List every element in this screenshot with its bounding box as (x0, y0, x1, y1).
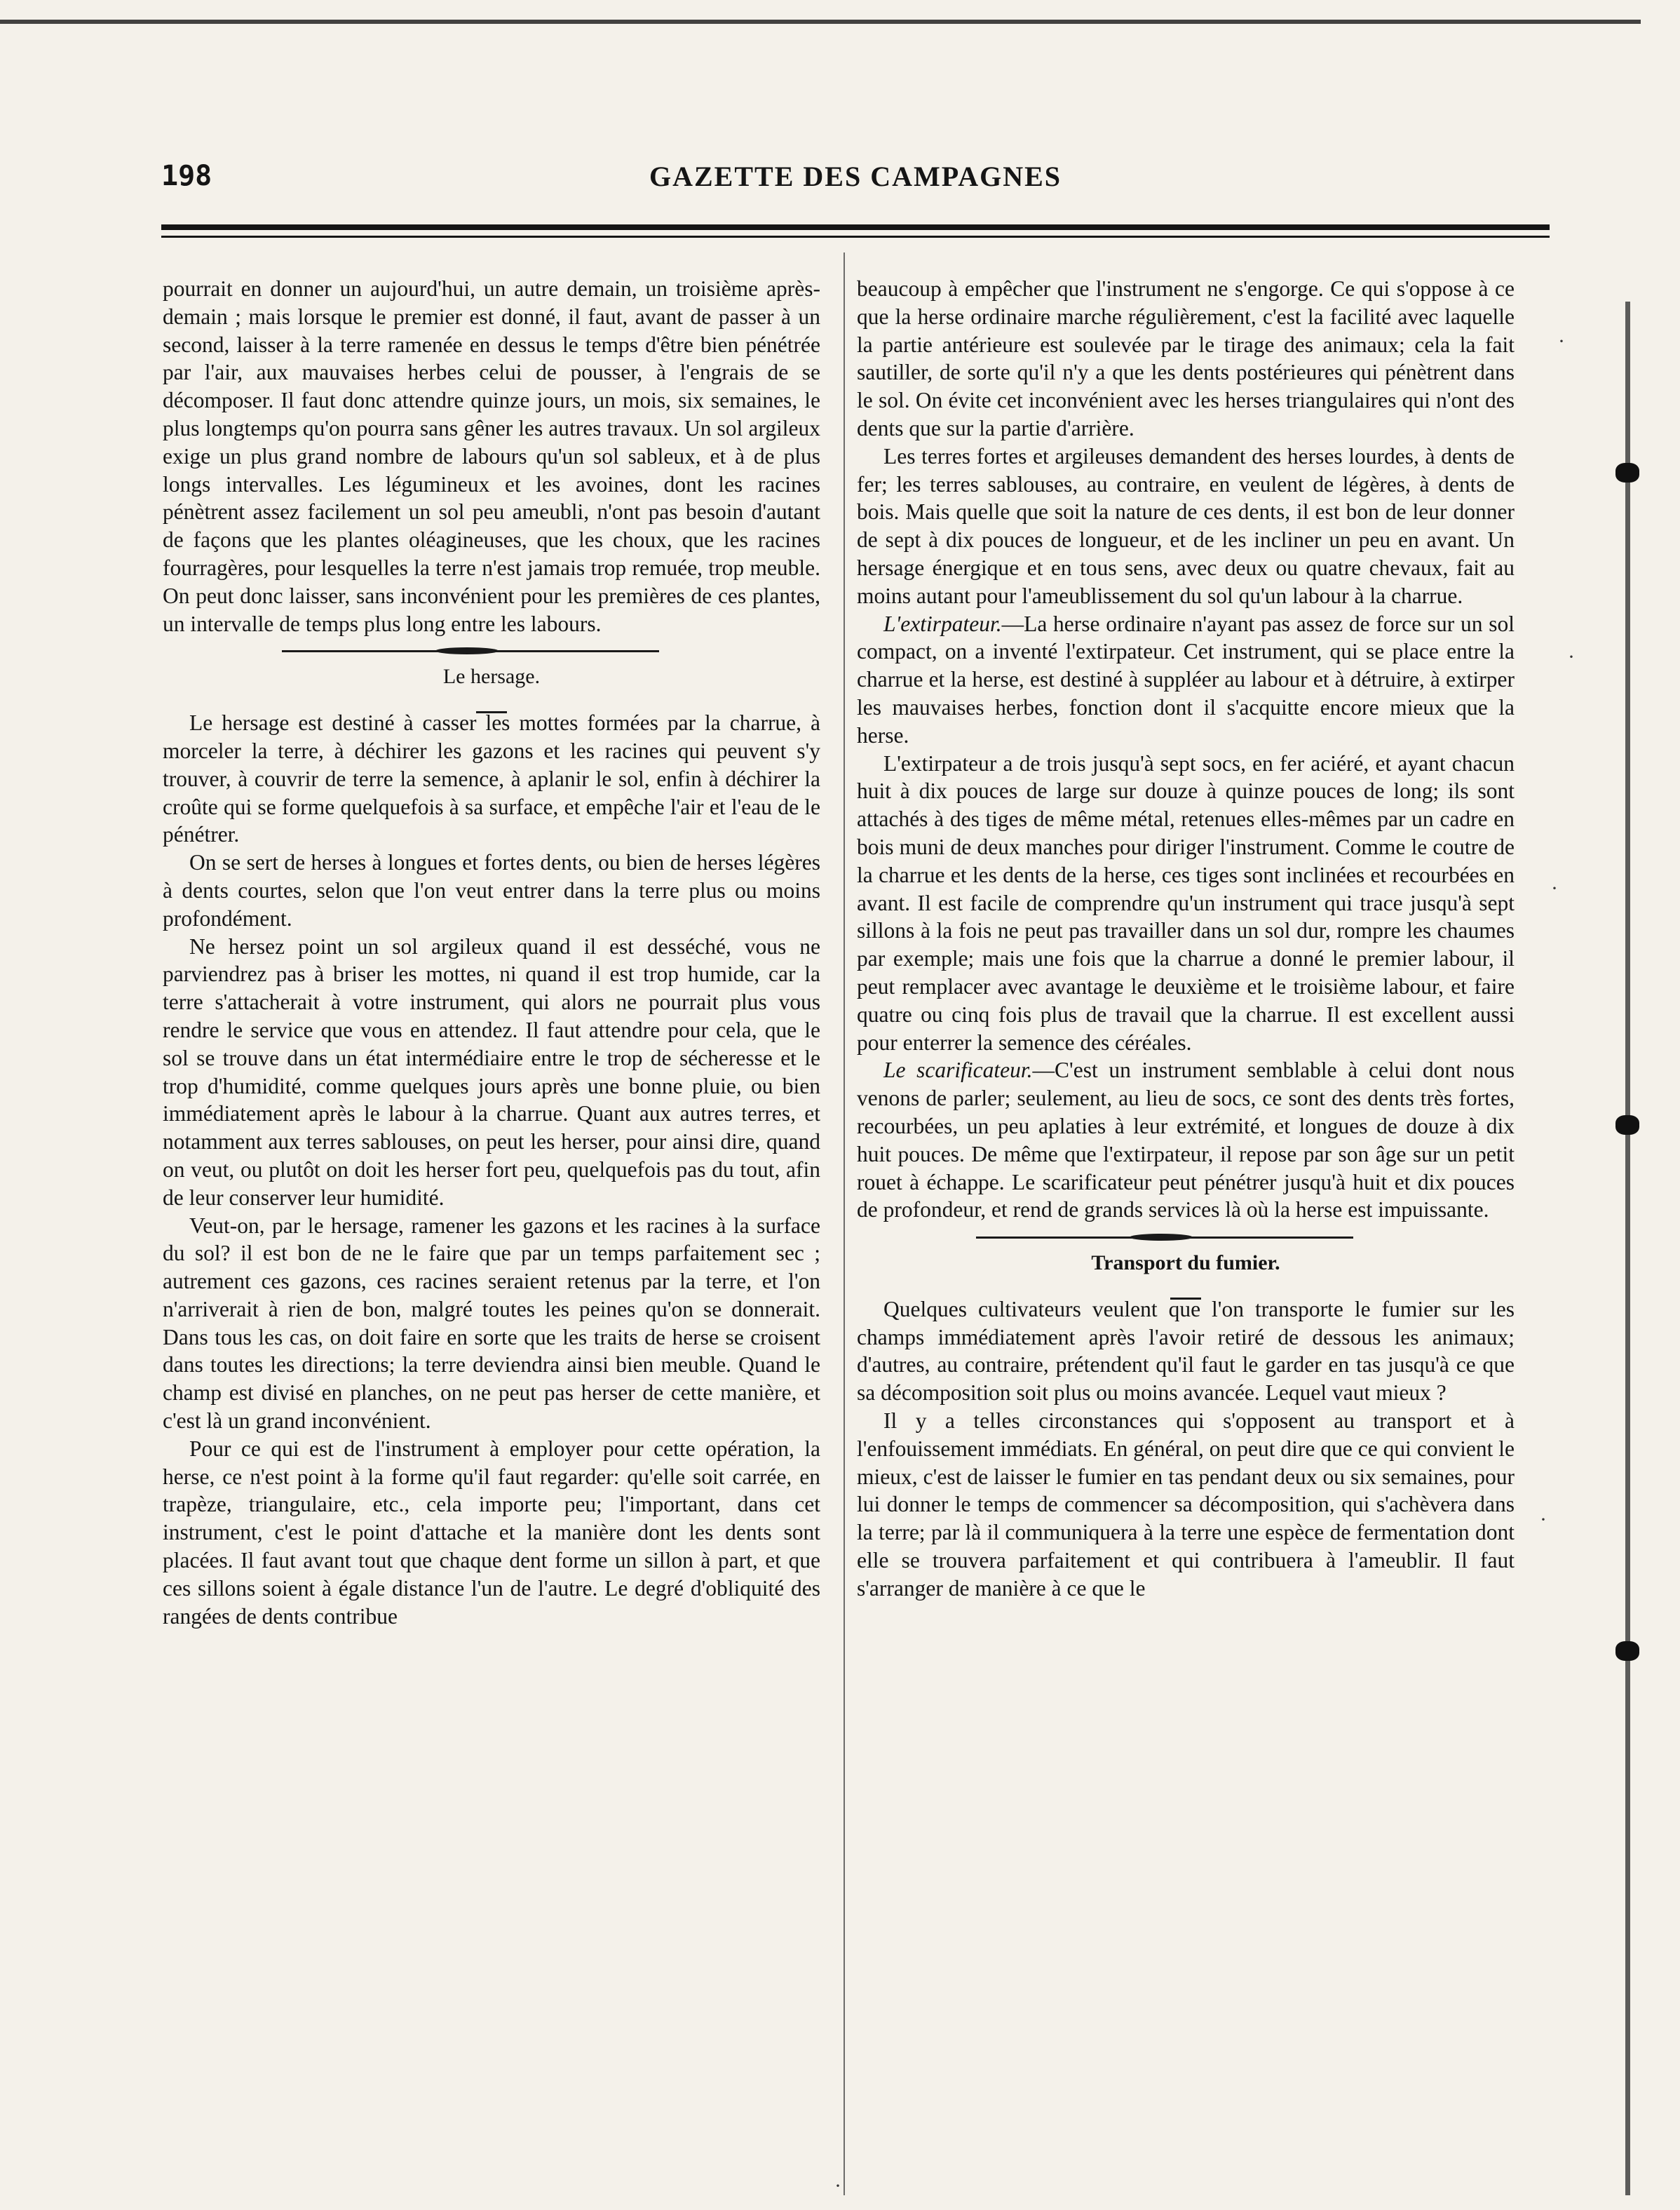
subheading-extirpateur: L'extirpateur. (883, 611, 1002, 636)
section-separator-ornament (857, 1229, 1515, 1245)
top-edge-rule (0, 20, 1641, 24)
paragraph: Le hersage est destiné à casser les mottes formées par la charrue, à morceler la terre, à déchirer les gazons et les racines qui peuvent s'y trouver, à couvrir de terre la semence, à aplanir le sol, enfin à déchirer la croûte qui se forme quelquefois à sa surface, et empêche l'air et l'eau de le pénétrer. (163, 710, 820, 847)
section-heading-hersage: Le hersage. (442, 665, 541, 689)
paragraph: Les terres fortes et argileuses demandent des herses lourdes, à dents de fer; les terres sablouses, au contraire, en veulent de légères, à dents de bois. Mais quelle que soit la nature de ces dents, il est bon de leur donner de sept à dix pouces de longueur, et de les incliner un peu en avant. Un hersage énergique et en tous sens, avec deux ou quatre chevaux, fait au moins autant pour l'ameublissement du sol qu'un labour à la charrue. (857, 443, 1515, 608)
binding-edge-line (1625, 302, 1630, 2195)
right-column (857, 275, 1515, 1603)
margin-speck: · (834, 2174, 841, 2197)
ink-blot (1615, 1641, 1639, 1661)
page-number: 198 (161, 160, 212, 192)
paragraph (857, 610, 1515, 750)
heading-dash (163, 692, 820, 706)
header-rule-thin (161, 236, 1550, 238)
header-rule-thick (161, 224, 1550, 230)
paragraph: On se sert de herses à longues et fortes dents, ou bien de herses légères à dents courtes, selon que l'on veut entrer dans la terre plus ou moins profondément. (163, 850, 820, 931)
running-title: GAZETTE DES CAMPAGNES (649, 161, 1062, 192)
paragraph-text: —C'est un instrument semblable à celui dont nous venons de parler; seulement, au lieu de socs, ce sont des dents très fortes, recourbées, un peu aplaties à leur extrémité, et longues de douze à dix huit pouces. De même que l'extirpateur, il repose par son âge sur un petit rouet à échappe. Le scarificateur peut pénétrer jusqu'à huit et dix pouces de profondeur, et rend de grands services là où la herse est impuissante. (857, 1058, 1515, 1222)
page-header (161, 160, 1550, 202)
paragraph: Ne hersez point un sol argileux quand il est desséché, vous ne parviendrez pas à briser les mottes, ni quand il est trop humide, car la terre s'attacherait à votre instrument, qui alors ne pourrait plus vous rendre le service que vous en attendez. Il faut attendre pour cela, que le sol se trouve dans un état intermédiaire entre le trop de sécheresse et le trop d'humidité, comme quelques jours après une bonne pluie, ou bien immédiatement après le labour à la charrue. Quant aux autres terres, et notamment aux terres sablouses, on peut les herser, pour ainsi dire, quand on veut, ou plutôt on doit les herser fort peu, quelquefois pas du tout, afin de leur conserver leur humidité. (163, 934, 820, 1210)
paragraph: pourrait en donner un aujourd'hui, un autre demain, un troisième après-demain ; mais lorsque le premier est donné, il faut, avant de passer à un second, laisser à la terre ramenée en dessus le temps d'être bien pénétrée par l'air, aux mauvaises herbes celui de pousser, à l'engrais de se décomposer. Il faut donc attendre quinze jours, un mois, six semaines, le plus longtemps qu'on pourra sans gêner les autres travaux. Un sol argileux exige un plus grand nombre de labours qu'un sol sableux, et à de plus longs intervalles. Les légumineux et les avoines, dont les racines pénètrent assez facilement un sol peu ameubli, n'ont pas besoin d'autant de façons que les plantes oléagineuses, que les choux, que les racines fourragères, pour lesquelles la terre n'est jamais trop remuée, trop meuble. On peut donc laisser, sans inconvénient pour les premières de ces plantes, un intervalle de temps plus long entre les labours. (163, 276, 820, 636)
paragraph-text: —La herse ordinaire n'ayant pas assez de force sur un sol compact, on a inventé l'extirpateur. Cet instrument, qui se place entre la charrue et la herse, est destiné à suppléer au labour et à détruire, à extirper les mauvaises herbes, fonction dont il s'acquitte encore mieux que la herse. (857, 611, 1515, 748)
paragraph: L'extirpateur a de trois jusqu'à sept socs, en fer aciéré, et ayant chacun huit à dix pouces de large sur douze à quinze pouces de long; ils sont attachés à des tiges de même métal, retenues elles-mêmes par un cadre en bois muni de deux manches pour diriger l'instrument. Comme le coutre de la charrue et les dents de la herse, ces tiges sont inclinées et recourbées en avant. Il est facile de comprendre qu'un instrument qui trace jusqu'à sept sillons à la fois ne peut pas travailler dans un sol dur, rompre les chaumes par exemple; mais une fois que la charrue a donné le premier labour, il peut remplacer avec avantage le deuxième et le troisième labour, et faire quatre ou cinq fois plus de travail que la charrue. Il est excellent aussi pour enterrer la semence des céréales. (857, 750, 1515, 1055)
heading-dash (857, 1279, 1515, 1293)
margin-speck: · (1568, 645, 1575, 668)
paragraph (857, 1056, 1515, 1224)
margin-speck: · (1540, 1508, 1547, 1531)
column-divider (844, 252, 845, 2195)
margin-speck: · (1551, 877, 1558, 900)
paragraph: Il y a telles circonstances qui s'opposent au transport et à l'enfouissement immédiats. En général, on peut dire que ce qui convient le mieux, c'est de laisser le fumier en tas pendant deux ou six semaines, pour lui donner le temps de commencer sa décomposition, qui s'achèvera dans la terre; par là il communiquera à la terre une espèce de fermentation dont elle se trouvera parfaitement et qui contribuera à l'ameublir. Il faut s'arranger de manière à ce que le (857, 1408, 1515, 1601)
subheading-scarificateur: Le scarificateur. (883, 1058, 1033, 1083)
section-separator-ornament (163, 643, 820, 659)
paragraph: Pour ce qui est de l'instrument à employer pour cette opération, la herse, ce n'est point à la forme qu'il faut regarder: qu'elle soit carrée, en trapèze, triangulaire, etc., cela importe peu; l'important, dans cet instrument, c'est le point d'attache et la manière dont les dents sont placées. Il faut avant tout que chaque dent forme un sillon à part, et que ces sillons soient à égale distance l'un de l'autre. Le degré d'obliquité des rangées de dents contribue (163, 1436, 820, 1629)
ink-blot (1615, 1115, 1639, 1135)
ink-blot (1615, 463, 1639, 483)
paragraph: Veut-on, par le hersage, ramener les gazons et les racines à la surface du sol? il est bon de ne le faire que par un temps parfaitement sec ; autrement ces gazons, ces racines seraient retenus par la terre, et l'on n'arriverait à rien de bon, malgré toutes les peines qu'on se donnerait. Dans tous les cas, on doit faire en sorte que les traits de herse se croisent dans toutes les directions; la terre deviendra ainsi bien meuble. Quand le champ est divisé en planches, on ne peut pas herser de cette manière, et c'est là un grand inconvénient. (163, 1213, 820, 1434)
margin-speck: · (1558, 330, 1565, 353)
paragraph: beaucoup à empêcher que l'instrument ne s'engorge. Ce qui s'oppose à ce que la herse ordinaire marche régulièrement, c'est la facilité avec laquelle la partie antérieure est soulevée par le tirage des animaux; cela la fait sautiller, de sorte qu'il n'y a que les dents postérieures qui pénètrent dans le sol. On évite cet inconvénient avec les herses triangulaires qui n'ont des dents que sur la partie d'arrière. (857, 276, 1515, 440)
paragraph: Quelques cultivateurs veulent que l'on transporte le fumier sur les champs immédiatement après l'avoir retiré de dessous les animaux; d'autres, au contraire, prétendent qu'il faut le garder en tas jusqu'à ce que sa décomposition soit plus ou moins avancée. Lequel vaut mieux ? (857, 1296, 1515, 1406)
left-column (163, 275, 820, 1630)
section-heading-transport: Transport du fumier. (1091, 1251, 1280, 1275)
